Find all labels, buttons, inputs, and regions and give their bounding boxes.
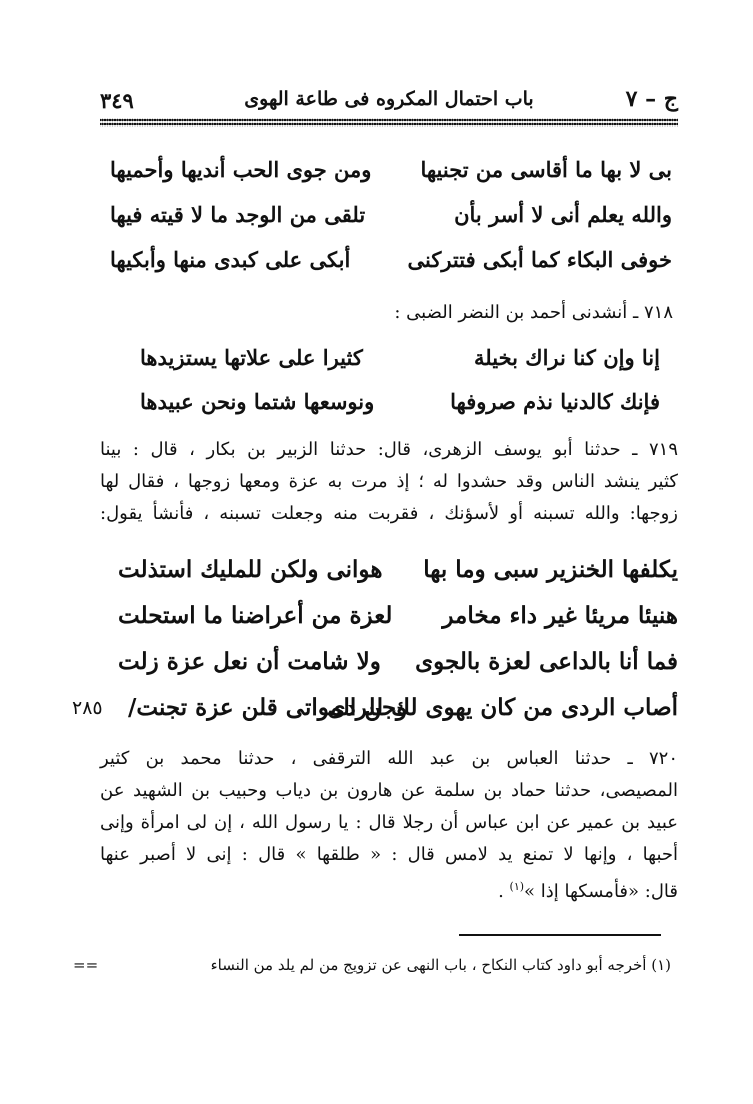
footnote-rule	[459, 934, 661, 936]
second-hemistich: أبكى على كبدى منها وأبكيها	[110, 247, 351, 272]
verse-line	[110, 195, 672, 235]
first-hemistich: والله يعلم أنى لا أسر بأن	[454, 202, 672, 227]
second-hemistich: ولا شامت أن نعل عزة زلت	[118, 648, 381, 675]
chapter-title: باب احتمال المكروه فى طاعة الهوى	[244, 88, 534, 110]
second-hemistich: كثيرا على علاتها يستزيدها	[140, 345, 363, 370]
footnote-text: (١) أخرجه أبو داود كتاب النكاح ، باب النهى عن تزويج من لم يلد من النساء	[210, 956, 671, 974]
verse-line	[128, 688, 678, 728]
quoted-reply: قال: «فأمسكها إذا »	[524, 881, 678, 902]
item-719-line: ٧١٩ ـ حدثنا أبو يوسف الزهرى، قال: حدثنا الزبير بن بكار ، قال : بينا	[100, 439, 678, 460]
end-mark: .	[498, 881, 504, 902]
running-header	[100, 86, 678, 116]
second-hemistich: تلقى من الوجد ما لا قيته فيها	[110, 202, 366, 227]
first-hemistich: خوفى البكاء كما أبكى فتتركنى	[407, 247, 672, 272]
first-hemistich: فما أنا بالداعى لعزة بالجوى	[415, 648, 678, 675]
item-719-line: كثير ينشد الناس وقد حشدوا له ؛ إذ مرت به عزة ومعها زوجها ، فقال لها	[100, 471, 678, 492]
header-rule	[100, 118, 678, 127]
second-hemistich: ونوسعها شتما ونحن عبيدها	[140, 389, 375, 414]
page-number: ٣٤٩	[100, 88, 134, 113]
item-720-last-line	[100, 871, 678, 908]
item-720-line: المصيصى، حدثنا حماد بن سلمة عن هارون بن دياب وحبيب بن الشهيد عن	[100, 780, 678, 801]
verse-line	[110, 150, 672, 190]
margin-page-number: ٢٨٥	[72, 697, 103, 719]
first-hemistich: بى لا بها ما أقاسى من تجنيها	[420, 157, 672, 182]
continuation-mark: ==	[73, 956, 99, 974]
footnote-reference: (١)	[509, 880, 525, 893]
second-hemistich: وجن المواتى قلن عزة تجنت/	[128, 694, 408, 721]
footnote	[73, 952, 671, 978]
verse-line	[118, 596, 678, 636]
volume-label: ج – ٧	[625, 86, 678, 112]
item-718-intro: ٧١٨ ـ أنشدنى أحمد بن النضر الضبى :	[394, 302, 673, 323]
item-720-line: ٧٢٠ ـ حدثنا العباس بن عبد الله الترقفى ، حدثنا محمد بن كثير	[100, 748, 678, 769]
item-720-line: عبيد بن عمير عن ابن عباس أن رجلا قال : يا رسول الله ، إن لى امرأة وإنى	[100, 812, 678, 833]
verse-line	[140, 382, 660, 422]
verse-line	[118, 550, 678, 590]
first-hemistich: أصاب الردى من كان يهوى لك للردى	[327, 694, 678, 721]
second-hemistich: ومن جوى الحب أنديها وأحميها	[110, 157, 372, 182]
second-hemistich: هوانى ولكن للمليك استذلت	[118, 556, 383, 583]
verse-line	[118, 642, 678, 682]
first-hemistich: فإنك كالدنيا نذم صروفها	[450, 389, 660, 414]
first-hemistich: هنيئا مريئا غير داء مخامر	[442, 602, 678, 629]
first-hemistich: يكلفها الخنزير سبى وما بها	[423, 556, 678, 583]
verse-line	[140, 338, 660, 378]
second-hemistich: لعزة من أعراضنا ما استحلت	[118, 602, 393, 629]
verse-line	[110, 240, 672, 280]
first-hemistich: إنا وإن كنا نراك بخيلة	[474, 345, 660, 370]
item-720-line: أحبها ، وإنها لا تمنع يد لامس قال : « طلقها » قال : إنى لا أصبر عنها	[100, 844, 678, 865]
item-719-line: زوجها: والله تسبنه أو لأسؤنك ، فقربت منه وجعلت تسبنه ، فأنشأ يقول:	[100, 503, 678, 524]
